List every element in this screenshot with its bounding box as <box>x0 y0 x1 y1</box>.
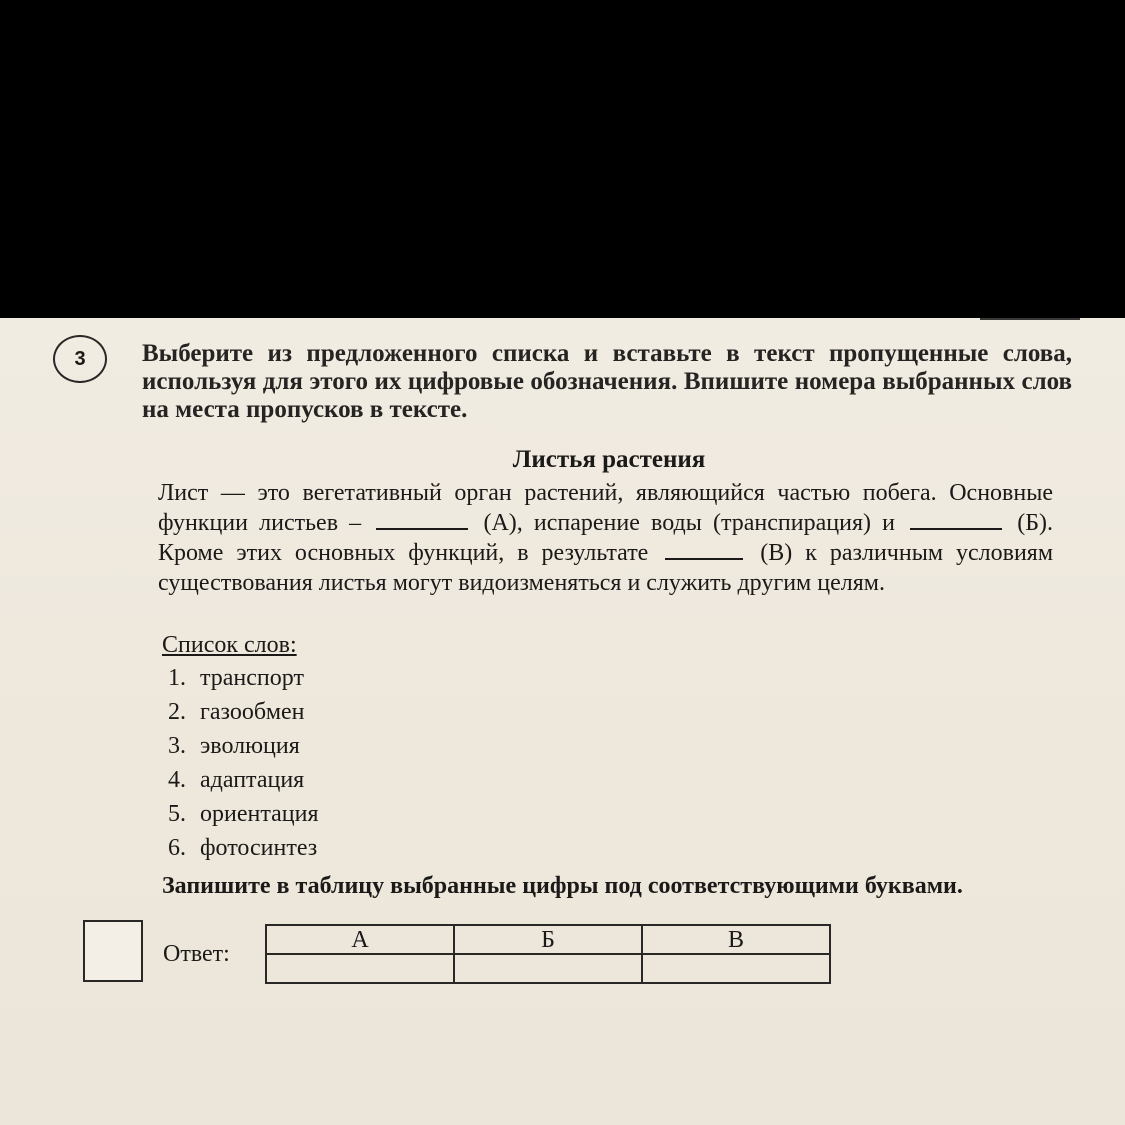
answer-table <box>265 924 831 984</box>
task-number-badge: 3 <box>53 335 107 383</box>
answer-header-row <box>266 925 830 954</box>
list-item: 2. газообмен <box>168 699 305 725</box>
column-header-b: Б <box>454 925 642 954</box>
passage-text <box>158 478 1053 598</box>
word-list <box>168 661 319 865</box>
list-item: 6. фотосинтез <box>168 835 318 861</box>
column-header-v: В <box>642 925 830 954</box>
answer-label: Ответ: <box>163 941 230 967</box>
answer-input-row <box>266 954 830 983</box>
passage-part-2: (А), испарение воды (транспирация) и <box>483 510 895 536</box>
blank-v[interactable] <box>665 540 743 560</box>
passage-part-4: (В) к различным условиям существования листья могут видоизменяться и служить другим целям. <box>158 540 1054 596</box>
blank-b[interactable] <box>910 510 1002 530</box>
list-item: 4. адаптация <box>168 767 305 793</box>
worksheet-page <box>0 318 1125 1125</box>
answer-cell-v[interactable] <box>642 954 830 983</box>
blank-a[interactable] <box>376 510 468 530</box>
column-header-a: А <box>266 925 454 954</box>
page-edge-line <box>980 318 1080 320</box>
answer-cell-b[interactable] <box>454 954 642 983</box>
task-instructions: Выберите из предложенного списка и вставьте в текст пропущенные слова, используя для этого их цифровые обозначения. Впишите номера выбранных слов на места пропусков в тексте. <box>142 340 1072 423</box>
list-item: 1. транспорт <box>168 665 304 691</box>
word-list-heading: Список слов: <box>162 632 297 658</box>
passage-part-3: (Б). Кроме этих основных функций, в результате <box>158 510 1053 566</box>
list-item: 3. эволюция <box>168 733 300 759</box>
passage-part-1: Лист — это вегетативный орган растений, являющийся частью побега. Основные функции листьев – <box>158 480 1053 536</box>
table-instruction: Запишите в таблицу выбранные цифры под соответствующими буквами. <box>162 873 963 899</box>
text-title: Листья растения <box>512 446 706 473</box>
score-box[interactable] <box>83 920 143 982</box>
list-item: 5. ориентация <box>168 801 319 827</box>
answer-cell-a[interactable] <box>266 954 454 983</box>
